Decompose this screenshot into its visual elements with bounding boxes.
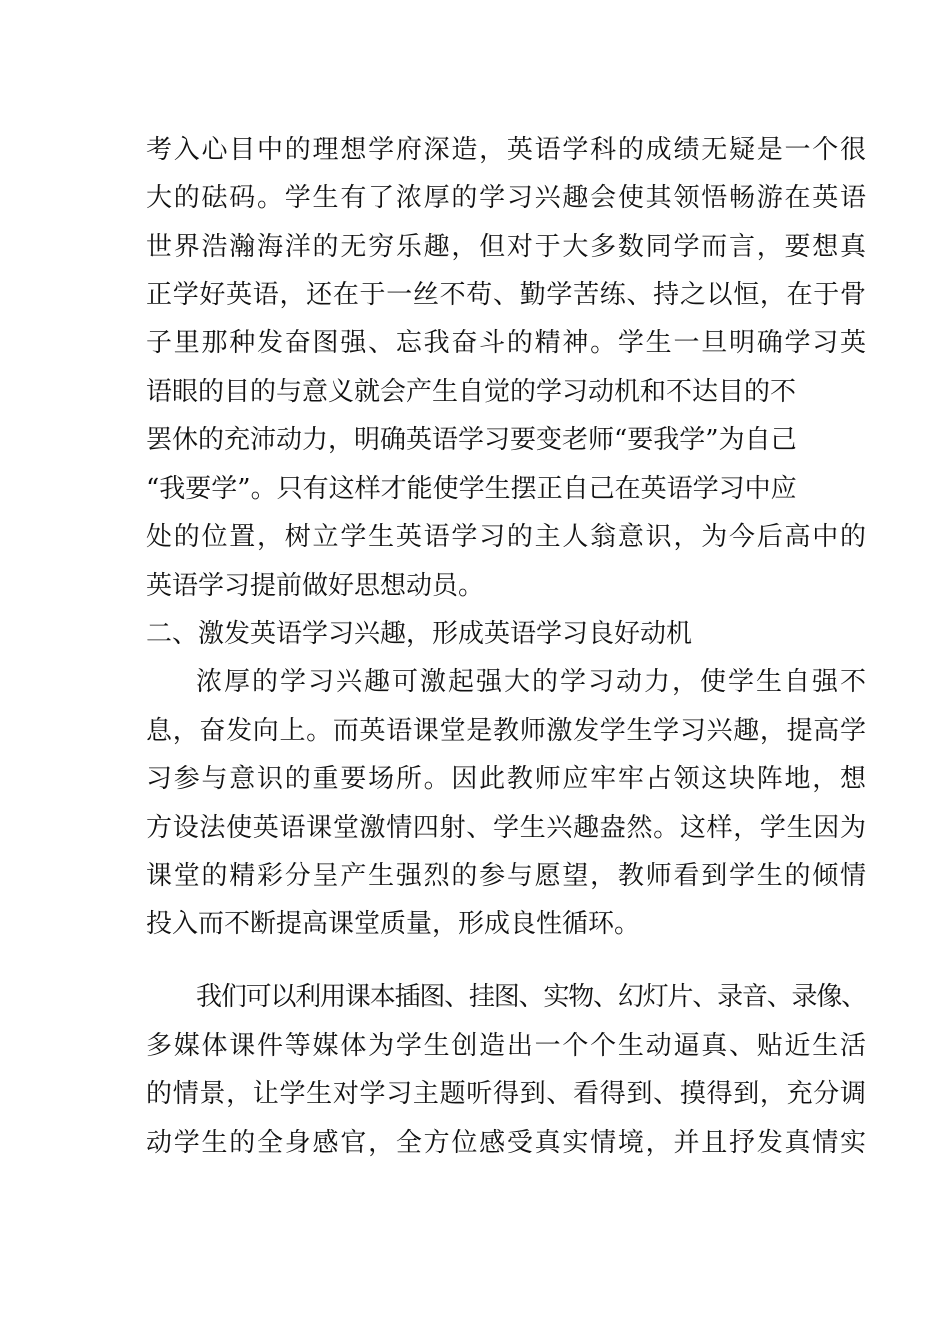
- text-line: 方设法使英语课堂激情四射、学生兴趣盎然。这样，学生因为: [146, 813, 867, 843]
- text-line: 世界浩瀚海洋的无穷乐趣，但对于大多数同学而言，要想真: [146, 232, 868, 262]
- text-line: 语眼的目的与意义就会产生自觉的学习动机和不达目的不: [146, 377, 797, 407]
- paragraph-first-line: 我们可以利用课本插图、挂图、实物、幻灯片、录音、录像、: [196, 982, 867, 1012]
- text-line: 动学生的全身感官，全方位感受真实情境，并且抒发真情实: [146, 1128, 868, 1158]
- text-line: 罢休的充沛动力，明确英语学习要变老师“要我学”为自己: [146, 425, 797, 455]
- paragraph-first-line: 浓厚的学习兴趣可激起强大的学习动力，使学生自强不: [196, 667, 869, 697]
- text-line: 课堂的精彩分呈产生强烈的参与愿望，教师看到学生的倾情: [146, 861, 868, 891]
- text-line: 处的位置，树立学生英语学习的主人翁意识，为今后高中的: [146, 522, 868, 552]
- section-heading: 二、激发英语学习兴趣，形成英语学习良好动机: [146, 619, 693, 649]
- text-line: “我要学”。只有这样才能使学生摆正自己在英语学习中应: [146, 474, 797, 504]
- text-line: 习参与意识的重要场所。因此教师应牢牢占领这块阵地，想: [146, 764, 868, 794]
- text-line: 大的砝码。学生有了浓厚的学习兴趣会使其领悟畅游在英语: [146, 183, 868, 213]
- text-line: 考入心目中的理想学府深造，英语学科的成绩无疑是一个很: [146, 135, 868, 165]
- text-line: 的情景，让学生对学习主题听得到、看得到、摸得到，充分调: [146, 1079, 867, 1109]
- text-line: 多媒体课件等媒体为学生创造出一个个生动逼真、贴近生活: [146, 1031, 868, 1061]
- text-line: 英语学习提前做好思想动员。: [146, 571, 485, 601]
- text-line: 正学好英语，还在于一丝不苟、勤学苦练、持之以恒，在于骨: [146, 280, 867, 310]
- text-line: 投入而不断提高课堂质量，形成良性循环。: [146, 909, 641, 939]
- text-line: 息，奋发向上。而英语课堂是教师激发学生学习兴趣，提高学: [146, 716, 867, 746]
- text-line: 子里那种发奋图强、忘我奋斗的精神。学生一旦明确学习英: [146, 328, 868, 358]
